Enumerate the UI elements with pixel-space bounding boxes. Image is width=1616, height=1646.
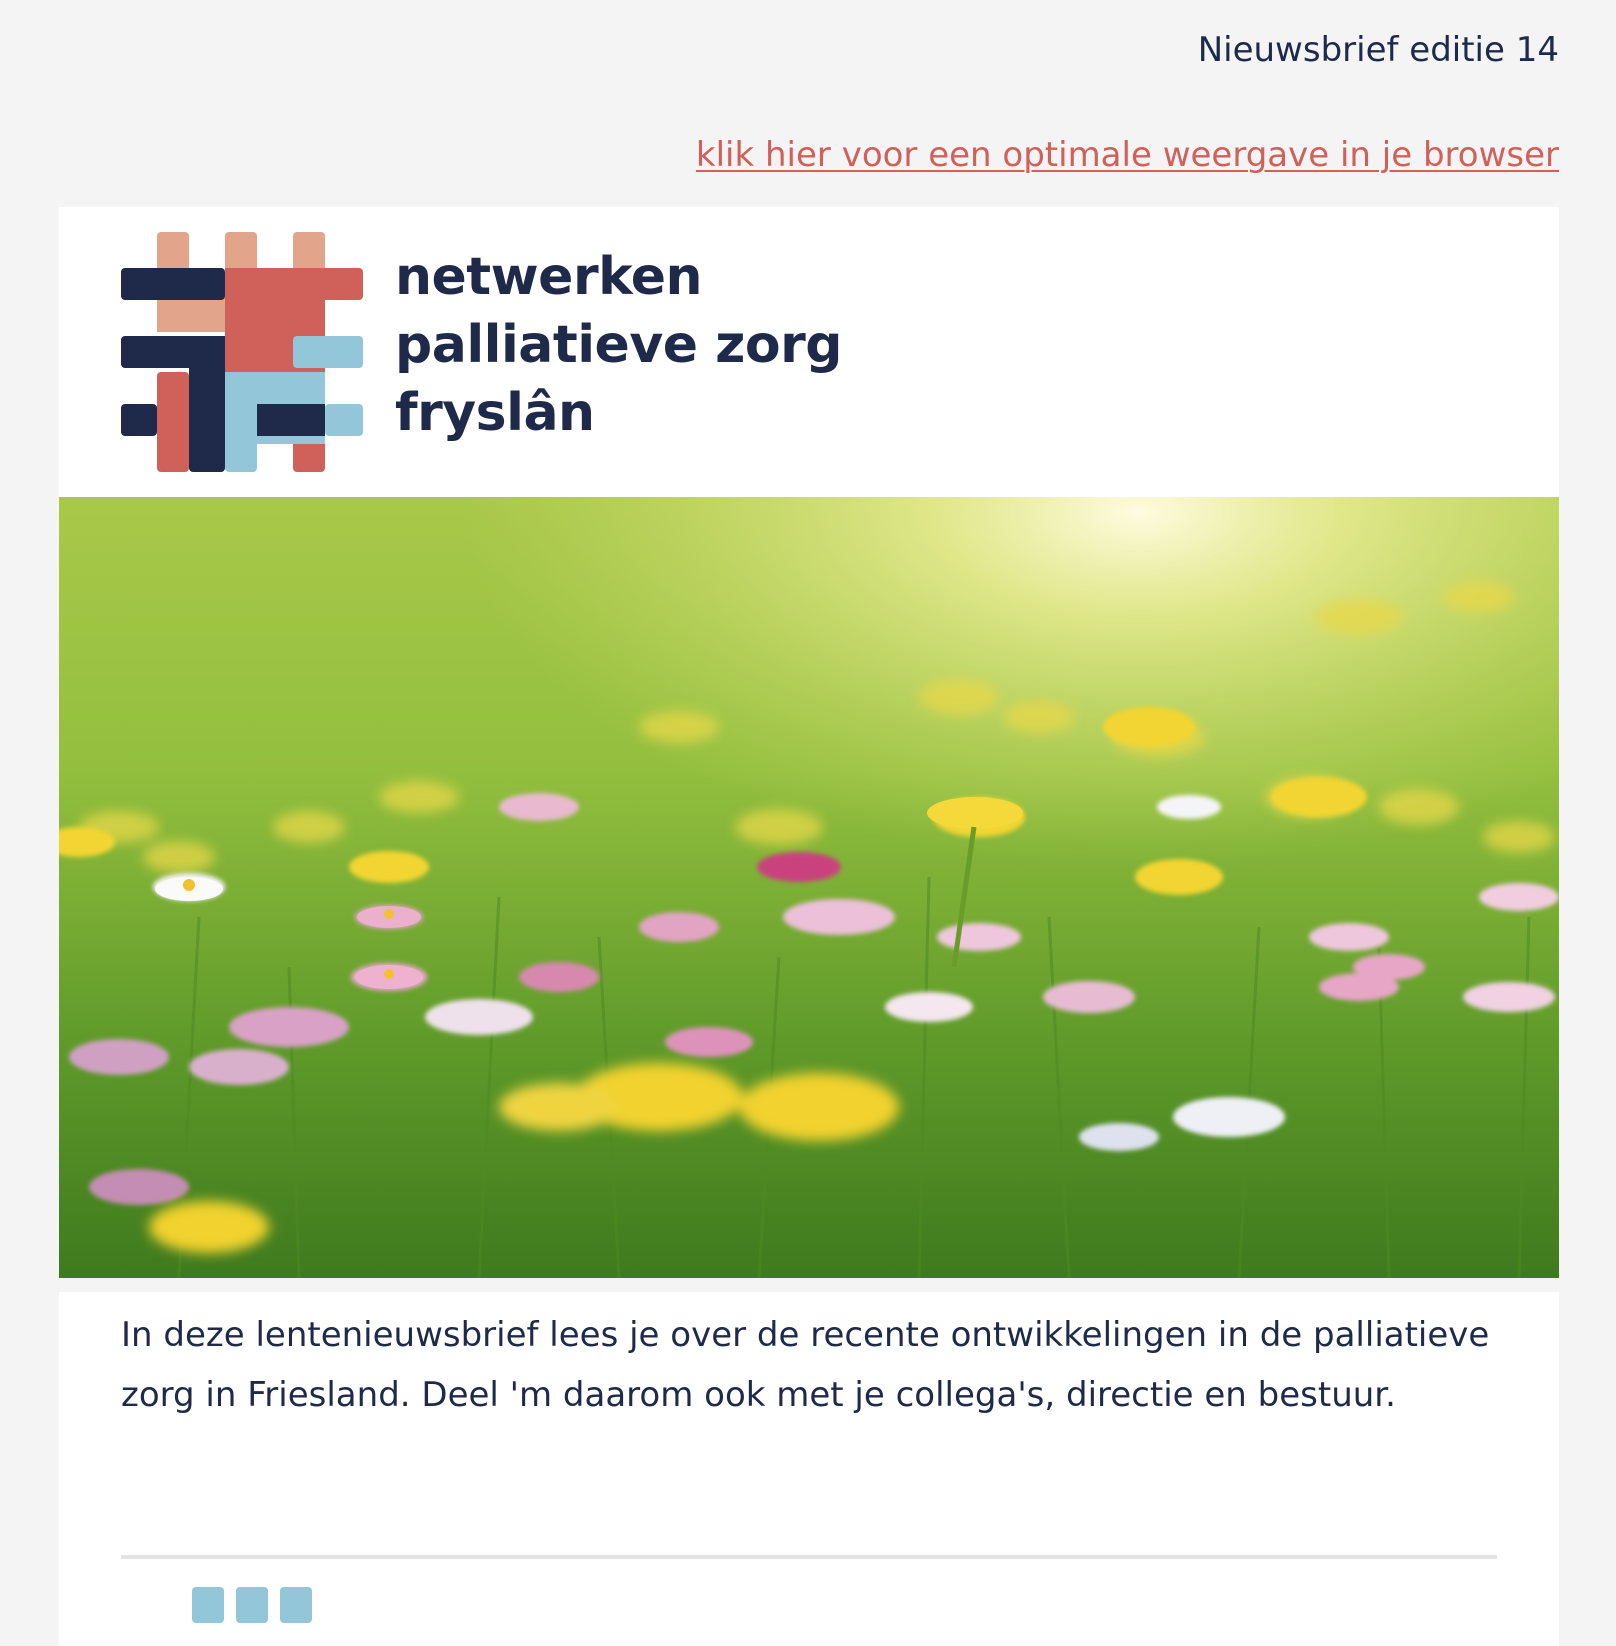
image-bottom-gap bbox=[59, 1278, 1559, 1292]
section-divider bbox=[121, 1555, 1497, 1559]
marker-square-2 bbox=[236, 1587, 268, 1623]
newsletter-header bbox=[59, 207, 1559, 497]
intro-paragraph: In deze lentenieuwsbrief lees je over de recente ontwikkelingen in de palliatieve zorg in Friesland. Deel 'm daarom ook met je collega's, directie en bestuur. bbox=[121, 1315, 1490, 1415]
spring-meadow-flowers-image bbox=[59, 497, 1559, 1278]
newsletter-card bbox=[59, 207, 1559, 1646]
newsletter-edition: Nieuwsbrief editie 14 bbox=[1197, 30, 1559, 70]
marker-square-1 bbox=[192, 1587, 224, 1623]
logo-line-3: fryslân bbox=[395, 383, 595, 443]
view-in-browser-link[interactable]: klik hier voor een optimale weergave in je browser bbox=[695, 135, 1559, 175]
logo-line-2: palliatieve zorg bbox=[395, 315, 842, 375]
logo-wordmark bbox=[395, 243, 842, 447]
network-weave-logo-icon bbox=[121, 232, 363, 472]
logo-line-1: netwerken bbox=[395, 247, 703, 307]
marker-square-3 bbox=[280, 1587, 312, 1623]
section-marker-dots bbox=[192, 1587, 312, 1623]
